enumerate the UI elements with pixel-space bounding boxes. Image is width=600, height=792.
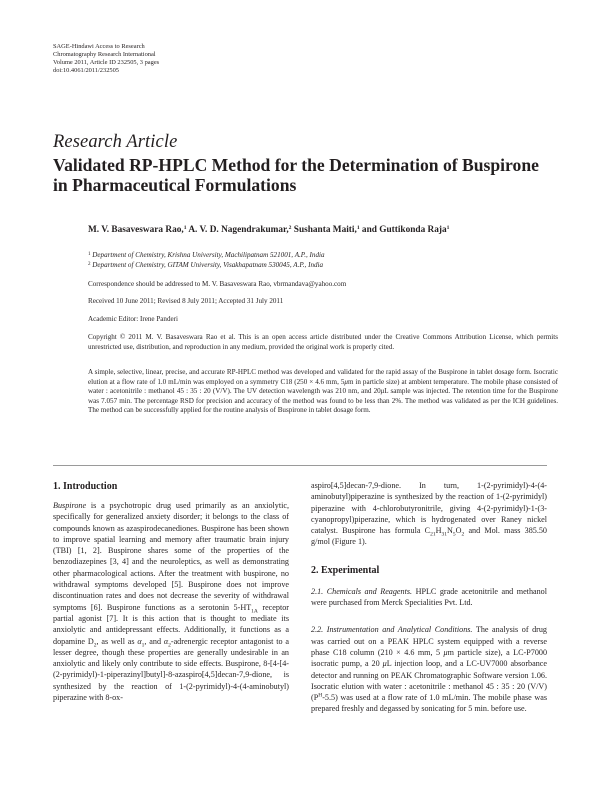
section-heading-introduction: 1. Introduction [53,481,118,492]
subsection-title: 2.2. Instrumentation and Analytical Conditions. [311,625,473,635]
body-text: The analysis of drug was carried out on a PEAK HPLC system equipped with a reverse phase C18 column (210 × 4.6 mm, 5 [311,625,547,657]
introduction-paragraph [53,500,289,703]
subscript: 1 [141,642,145,649]
author-name: and Guttikonda Raja [359,225,447,235]
mu-symbol: μ [443,647,448,657]
author-name: M. V. Basaveswara Rao, [88,225,184,235]
article-type: Research Article [53,132,178,152]
superscript: H [318,692,323,699]
right-column [311,480,547,715]
body-text: and Mol. mass 385.50 g/mol (Figure 1). [311,526,547,547]
section-heading-experimental: 2. Experimental [311,564,380,576]
affiliation-text: Department of Chemistry, GITAM University, Visakhapatnam 530045, A.P., India [90,260,324,269]
body-text: N [446,526,453,536]
journal-name: Chromatography Research International [53,51,156,58]
author-name: Sushanta Maiti, [291,225,357,235]
alpha-symbol: α [137,636,142,646]
subscript: 2 [168,642,171,649]
affiliation-1 [88,251,558,261]
body-text: O [455,526,462,536]
publisher-line: SAGE-Hindawi Access to Research [53,43,145,50]
affiliation-marker: 1 [183,225,187,231]
mu-symbol: μ [382,659,387,669]
body-text: is a psychotropic drug used primarily as an anxiolytic, specifically for generalized anxiety disorder; it belongs to the class of compounds known as azaspirodecanediones. Buspirone has been shown to improve spatial learning and memory after traumatic brain injury (TBI) [1, 2]. Buspirone shares some of the properties of the benzodiazepines [3, 4] and the neuroleptics, as well as demonstrating other pharmacological actions. After the treatment with buspirone, no withdrawal symptoms developed [5]. Buspirone does not improve discontinuation rates and does not decrease the severity of withdrawal symptoms [6]. Buspirone functions as a serotonin 5-HT [53,501,289,612]
subscript: 31 [441,531,447,538]
introduction-paragraph-continued [311,480,547,548]
affiliations [88,251,558,270]
drug-name: Buspirone [53,501,87,510]
academic-editor: Academic Editor: Irene Panderi [88,315,179,323]
publication-dates: Received 10 June 2011; Revised 8 July 2011; Accepted 31 July 2011 [88,297,284,305]
mu-symbol: μ [380,387,385,396]
subscript: 1A [251,608,258,615]
author-list [88,226,558,236]
affiliation-marker: 1 [446,225,450,231]
subsection-instrumentation [311,624,547,714]
body-text: HPLC grade acetonitrile and methanol were purchased from Merck Specialities Pvt. Ltd. [311,586,547,608]
affiliation-marker: 2 [88,261,91,267]
body-text: H [435,526,442,536]
body-text: L injection loop, and a LC-UV7000 absorbance detector and running on PEAK Chromatographic Software version 1.06. Isocratic elution with water : acetonitrile : methanol 45 : 35 : 20 (V/V) (P [311,659,547,703]
affiliation-text: Department of Chemistry, Krishna University, Machilipatnam 521001, A.P., India [90,251,325,259]
left-column [53,480,289,703]
volume-info: Volume 2011, Article ID 232505, 3 pages [53,59,160,66]
abstract-text: m in particle size) at ambient temperature. The mobile phase consisted of water : acetonitrile : methanol 45 : 35 : 20 (V/V). The UV detection wavelength was 210 nm, and 20 [88,377,558,396]
subscript: 5 [452,531,456,538]
mu-symbol: μ [344,377,348,386]
body-text: aspiro[4,5]decan-7,9-dione. In turn, 1-(2-pyrimidyl)-4-(4-aminobutyl)piperazine is synthesized by the reaction of 1-(2-pyrimidyl) piperazine with 4-chlorobutyronitrile, giving 4-(2-pyrimidyl)-1-(3-cyanopropyl)piperazine, which is hydrogenated over Raney nickel catalyst. Buspirone has formula C [311,481,547,536]
doi: doi:10.4061/2011/232505 [53,67,119,74]
abstract-text: A simple, selective, linear, precise, and accurate RP-HPLC method was developed and validated for the rapid assay of the Buspirone in tablet dosage form. Isocratic elution at a flow rate of 1.0 mL/min was employed on a symmetry C18 (250 × 4.6 mm, 5 [88,368,558,386]
body-text: m particle size), a LC-P7000 isocratic pump, a 20 [311,647,548,669]
abstract-text: L sample was injected. The retention time for the Buspirone was 7.057 min. The percentage RSD for precision and accuracy of the method was found to be less than 2%. The method was validated as per the ICH guidelines. The method can be successfully applied for the routine analysis of Buspirone in tablet dosage form. [88,387,558,415]
affiliation-marker: 2 [288,225,292,231]
body-text: , as well as [96,636,138,646]
affiliation-marker: 1 [356,225,360,231]
journal-metadata [53,43,159,75]
subscript: 2 [93,642,97,649]
body-text: , and [144,636,164,646]
affiliation-2 [88,261,558,271]
body-text: -5.5) was used at a flow rate of 1.0 mL/min. The mobile phase was prepared freshly and degassed by sonicating for 5 min. before use. [311,693,547,714]
abstract [88,368,558,416]
subsection-chemicals [311,586,547,609]
body-text: -adrenergic receptor antagonist to a lesser degree, though these properties are generally undesirable in an anxiolytic and likely only contribute to side effects. Buspirone, 8-[4-[4-(2-pyrimidyl)-1-piperazinyl]butyl]-8-azaspiro[4,5]decan-7,9-dione, is synthesized by the reaction of 1-(2-pyrimidyl)-4-(4-aminobutyl) piperazine with 8-ox- [53,636,289,703]
alpha-symbol: α [163,636,169,646]
author-name: A. V. D. Nagendrakumar, [186,225,289,235]
affiliation-marker: 1 [88,252,91,257]
subsection-title: 2.1. Chemicals and Reagents. [311,586,413,596]
correspondence: Correspondence should be addressed to M. V. Basaveswara Rao, vbrmandava@yahoo.com [88,280,347,288]
section-divider [53,465,547,466]
subscript: 21 [430,531,436,538]
paper-title: Validated RP-HPLC Method for the Determination of Buspirone in Pharmaceutical Formulations [53,155,539,195]
body-text: receptor partial agonist [7]. It is this action that is thought to mediate its anxiolytic and antidepressant effects. Additionally, it functions as a dopamine D [53,602,289,646]
copyright-notice: Copyright © 2011 M. V. Basaveswara Rao et al. This is an open access article distributed under the Creative Commons Attribution License, which permits unrestricted use, distribution, and reproduction in any medium, provided the original work is properly cited. [88,333,558,351]
subscript: 2 [461,531,465,538]
